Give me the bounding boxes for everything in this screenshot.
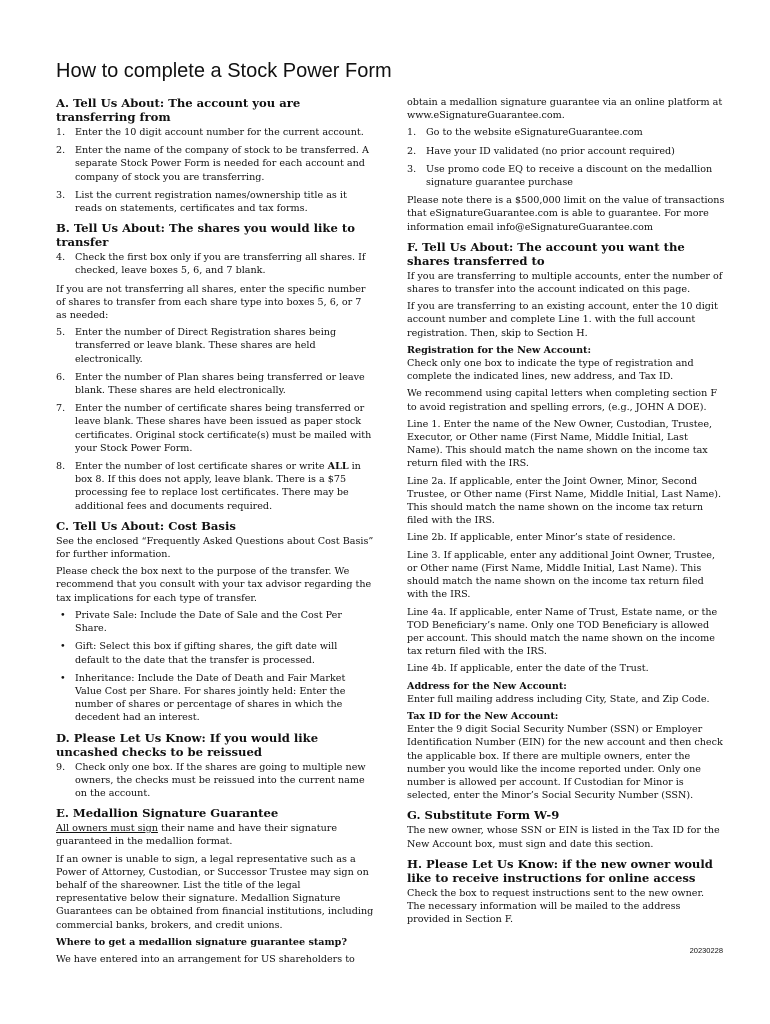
item-text: Enter the number of certificate shares being transferred or leave blank. These shares have been issued as paper stock certificates. Original stock certificate(s) must be mailed with your Stock Power Form. [75, 403, 372, 454]
item-text: Use promo code EQ to receive a discount on the medallion signature guarantee purchase [426, 163, 713, 189]
section-c-paragraph: Please check the box next to the purpose of the transfer. We recommend that you consult with your tax advisor regarding the tax implications for each type of transfer. [56, 566, 372, 604]
item-number: 5. [56, 327, 66, 339]
section-d-heading: D. Please Let Us Know: If you would like uncashed checks to be reissued [56, 730, 319, 759]
section-f-heading: F. Tell Us About: The account you want the shares transferred to [407, 239, 685, 268]
section-e-heading: E. Medallion Signature Guarantee [56, 806, 279, 821]
list-item [56, 144, 374, 184]
item-text: Enter the number of Plan shares being transferred or leave blank. These shares are held electronically. [75, 371, 365, 397]
item-text: Enter the number of lost certificate shares or write [75, 461, 328, 473]
section-f-paragraph: Line 1. Enter the name of the New Owner, Custodian, Trustee, Executor, or Other name (First Name, Middle Initial, Last Name). This should match the name shown on the income tax return filed with the IRS. [407, 418, 713, 470]
section-f-paragraph: Line 4b. If applicable, enter the date of the Trust. [407, 663, 649, 675]
list-item [56, 402, 374, 455]
page-title: How to complete a Stock Power Form [56, 60, 392, 82]
bullet: • [60, 672, 66, 684]
underlined-text: All owners must sign [56, 823, 158, 835]
section-f-subheading: Address for the New Account: [407, 680, 567, 692]
item-text: Enter the number of Direct Registration shares being transferred or leave blank. These shares are held electronically. [75, 327, 337, 365]
item-number: 6. [56, 371, 66, 383]
section-e-paragraph: We have entered into an arrangement for US shareholders to [56, 953, 355, 965]
section-e-paragraph-continued: obtain a medallion signature guarantee via an online platform at www.eSignatureGuarantee.com. [407, 97, 723, 122]
item-text: Private Sale: Include the Date of Sale and the Cost Per Share. [75, 609, 342, 635]
item-text: Gift: Select this box if gifting shares, the gift date will default to the date that the transfer is processed. [75, 641, 338, 666]
item-number: 9. [56, 761, 66, 773]
section-g-heading: G. Substitute Form W-9 [407, 808, 560, 823]
section-a-list [56, 126, 374, 215]
section-f-paragraph: Enter the 9 digit Social Security Number (SSN) or Employer Identification Number (EIN) for the new account and then check the applicable box. If there are multiple owners, enter the number you would like the income reported under. Only one number is allowed per account. If Custodian for Minor is selected, enter the Minor’s Social Security Number (SSN). [407, 724, 723, 802]
item-text-bold: ALL [327, 461, 349, 473]
item-number: 1. [407, 127, 417, 139]
item-text: List the current registration names/ownership title as it reads on statements, certificates and tax forms. [75, 189, 347, 215]
section-f-subheading: Tax ID for the New Account: [407, 710, 559, 722]
section-b-paragraph: If you are not transferring all shares, enter the specific number of shares to transfer from each share type into boxes 5, 6, or 7 as needed: [56, 283, 366, 322]
list-item [56, 126, 374, 139]
section-c-paragraph: See the enclosed “Frequently Asked Questions about Cost Basis” for further information. [56, 535, 374, 561]
list-item [56, 460, 374, 513]
section-d-list [56, 761, 374, 801]
item-text: Inheritance: Include the Date of Death and Fair Market Value Cost per Share. For shares jointly held: Enter the number of shares or percentage of shares in which the decedent had an interest. [75, 672, 346, 724]
section-f-paragraph: Enter full mailing address including City, State, and Zip Code. [407, 693, 710, 705]
section-b-list-b [56, 326, 374, 513]
item-number: 7. [56, 403, 66, 415]
list-item [56, 251, 374, 277]
section-f-paragraph: Line 4a. If applicable, enter Name of Trust, Estate name, or the TOD Beneficiary’s name. Only one TOD Beneficiary is allowed per account. This should match the name shown on the income tax return filed with the IRS. [407, 606, 718, 658]
item-number: 2. [56, 145, 66, 157]
section-h-heading: H. Please Let Us Know: if the new owner would like to receive instructions for online access [407, 856, 713, 885]
item-text: Go to the website eSignatureGuarantee.com [426, 127, 643, 139]
section-e-note: Please note there is a $500,000 limit on the value of transactions that eSignatureGuarantee.com is able to guarantee. For more information email info@eSignatureGuarantee.com [407, 195, 725, 233]
section-f-paragraph: Line 2a. If applicable, enter the Joint Owner, Minor, Second Trustee, or Other name (First Name, Middle Initial, Last Name). This should match the name shown on the income tax return filed with the IRS. [407, 475, 722, 527]
section-c-heading: C. Tell Us About: Cost Basis [56, 518, 236, 533]
item-text: in box 8. If this does not apply, leave blank. There is a $75 processing fee to replace lost certificates. There may be additional fees and documents required. [75, 461, 361, 512]
section-b-list-a [56, 251, 374, 277]
section-b-heading: B. Tell Us About: The shares you would like to transfer [56, 221, 355, 250]
item-text: Enter the name of the company of stock to be transferred. A separate Stock Power Form is needed for each account and company of stock you are transferring. [75, 145, 369, 183]
list-item [407, 145, 725, 158]
section-e-subheading: Where to get a medallion signature guarantee stamp? [56, 936, 347, 948]
section-e-paragraph [56, 822, 374, 848]
item-number: 1. [56, 127, 66, 138]
section-f-paragraph: If you are transferring to an existing account, enter the 10 digit account number and complete Line 1. with the full account registration. Then, skip to Section H. [407, 301, 718, 339]
item-number: 3. [56, 189, 66, 201]
section-e-paragraph: If an owner is unable to sign, a legal representative such as a Power of Attorney, Custodian, or Successor Trustee may sign on behalf of the shareowner. List the title of the legal representative below their signature. Medallion Signature Guarantees can be obtained from financial institutions, including commercial banks, brokers, and credit unions. [56, 853, 374, 931]
item-number: 4. [56, 252, 66, 264]
section-f-paragraph: If you are transferring to multiple accounts, enter the number of shares to transfer into the account indicated on this page. [407, 270, 723, 296]
revision-date-stamp: 20230228 [689, 946, 723, 955]
list-item [56, 326, 374, 366]
right-column [407, 96, 725, 930]
item-text: Have your ID validated (no prior account required) [426, 145, 675, 157]
list-item [56, 761, 374, 801]
list-item [407, 163, 725, 189]
section-f-paragraph: Line 2b. If applicable, enter Minor’s state of residence. [407, 532, 676, 544]
list-item [56, 609, 374, 635]
list-item [56, 672, 374, 725]
section-c-bullets [56, 609, 374, 725]
list-item [56, 640, 374, 666]
item-text: Enter the 10 digit account number for the current account. [75, 127, 364, 138]
item-text: Check only one box. If the shares are going to multiple new owners, the checks must be reissued into the current name on the account. [75, 761, 366, 799]
list-item [56, 371, 374, 397]
item-number: 8. [56, 461, 66, 473]
section-h-paragraph: Check the box to request instructions sent to the new owner. The necessary information will be mailed to the address provided in Section F. [407, 887, 705, 926]
section-f-paragraph: We recommend using capital letters when completing section F to avoid registration and spelling errors, (e.g., JOHN A DOE). [407, 388, 717, 413]
bullet: • [60, 609, 66, 621]
list-item [407, 126, 725, 139]
left-column [56, 96, 374, 970]
item-number: 2. [407, 145, 417, 157]
section-f-subheading: Registration for the New Account: [407, 344, 592, 356]
section-f-paragraph: Line 3. If applicable, enter any additional Joint Owner, Trustee, or Other name (First Name, Middle Initial, Last Name). This should match the name shown on the income tax return filed with the IRS. [407, 549, 716, 601]
item-number: 3. [407, 163, 417, 175]
section-e-list [407, 126, 725, 189]
list-item [56, 189, 374, 215]
item-text: Check the first box only if you are transferring all shares. If checked, leave boxes 5, 6, and 7 blank. [75, 252, 366, 277]
section-g-paragraph: The new owner, whose SSN or EIN is listed in the Tax ID for the New Account box, must sign and date this section. [407, 825, 720, 850]
section-a-heading: A. Tell Us About: The account you are transferring from [56, 96, 301, 124]
bullet: • [60, 641, 66, 653]
section-f-paragraph: Check only one box to indicate the type of registration and complete the indicated lines, new address, and Tax ID. [407, 358, 694, 383]
paragraph-text: their name and have their signature guaranteed in the medallion format. [56, 823, 338, 848]
